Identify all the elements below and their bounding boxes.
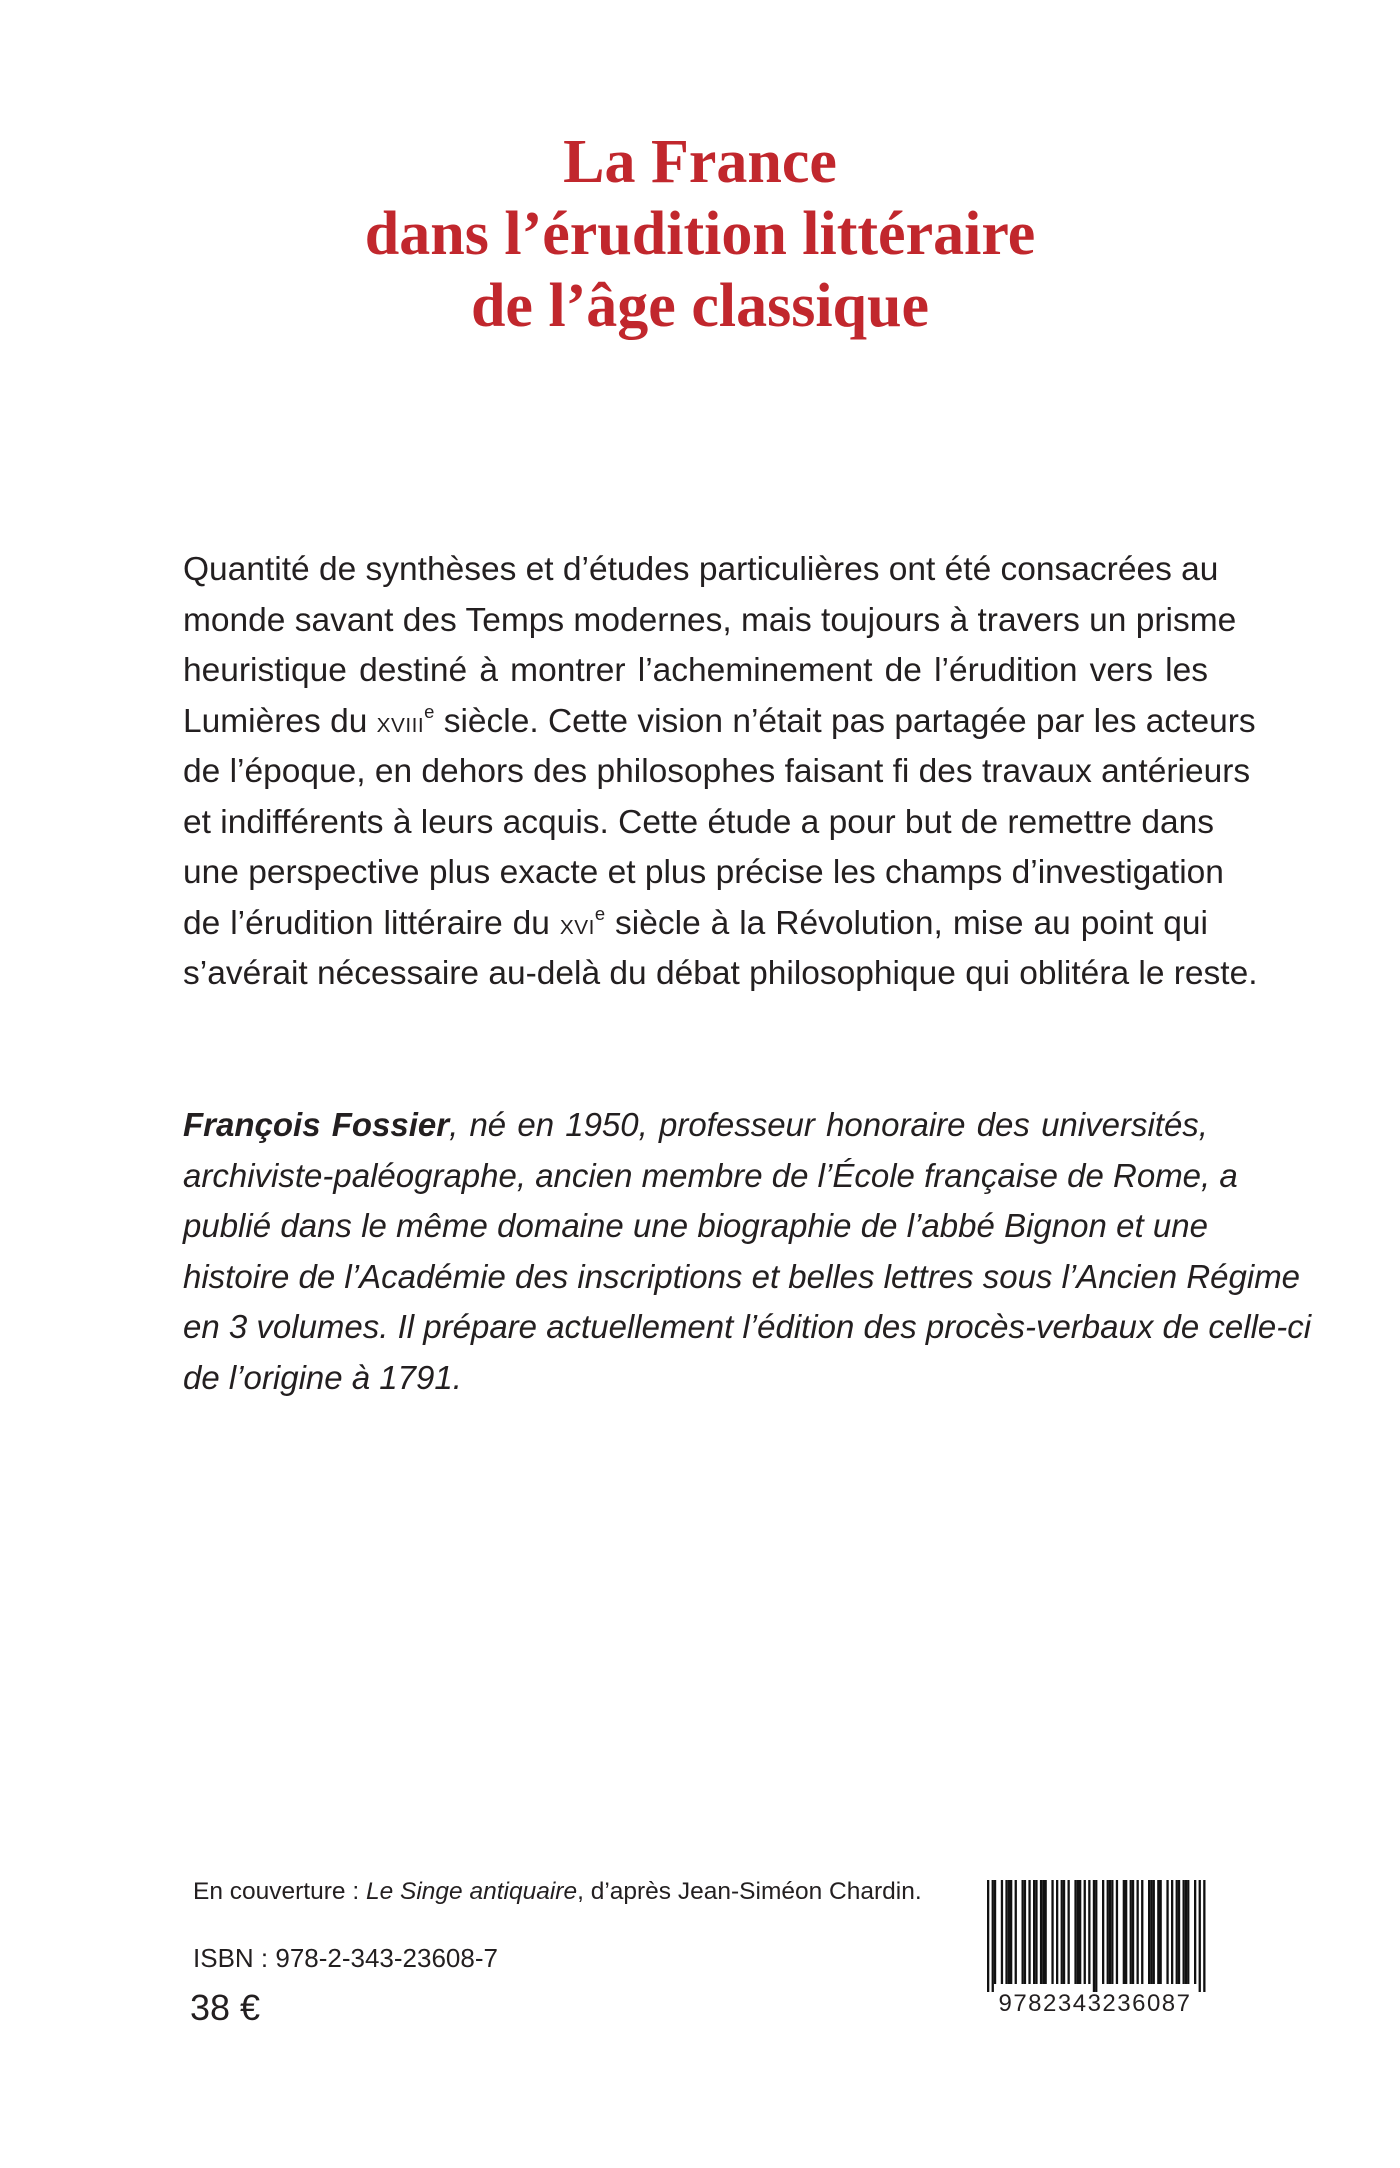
barcode-bar xyxy=(1040,1880,1042,1984)
barcode-bar xyxy=(1123,1880,1125,1984)
barcode-bar xyxy=(1005,1880,1007,1984)
summary-line: Quantité de synthèses et d’études particulières ont été consacrées au xyxy=(183,551,1219,588)
bio-line xyxy=(183,1100,1208,1151)
bio-line: en 3 volumes. Il prépare actuellement l’édition des procès-verbaux de celle-ci xyxy=(183,1308,1312,1345)
summary-line xyxy=(183,697,1256,748)
barcode-bar xyxy=(1176,1880,1178,1984)
barcode-bar xyxy=(1109,1880,1111,1984)
summary-line xyxy=(183,899,1208,950)
barcode-bar xyxy=(1028,1880,1030,1984)
summary-line: une perspective plus exacte et plus précise les champs d’investigation xyxy=(183,854,1224,891)
cover-credit xyxy=(193,1878,922,1906)
barcode-bar xyxy=(1063,1880,1065,1984)
bio-line: de l’origine à 1791. xyxy=(183,1358,462,1396)
barcode-bar xyxy=(1132,1880,1134,1984)
bio-line: histoire de l’Académie des inscriptions et belles lettres sous l’Ancien Régime xyxy=(183,1257,1301,1295)
barcode-bar xyxy=(1001,1880,1003,1984)
barcode-bar xyxy=(1088,1880,1090,1984)
barcode-bar xyxy=(1185,1880,1187,1984)
bio-line: archiviste-paléographe, ancien membre de l’École française de Rome, a xyxy=(183,1156,1238,1194)
century-numeral: XVI xyxy=(559,915,595,939)
book-summary xyxy=(183,545,1258,1000)
barcode-bar xyxy=(1035,1880,1037,1984)
price: 38 € xyxy=(190,1987,261,2028)
summary-text: de l’érudition littéraire du xyxy=(183,904,560,942)
barcode-bar xyxy=(1015,1880,1017,1984)
bio-text: , né en 1950, professeur honoraire des universités, xyxy=(449,1106,1208,1143)
barcode-bar xyxy=(994,1880,996,1984)
barcode-bar xyxy=(1194,1880,1196,1984)
barcode-bar xyxy=(1125,1880,1127,1984)
title-line-1: La France xyxy=(563,128,837,196)
summary-text: siècle. Cette vision n’était pas partagée par les acteurs xyxy=(434,702,1256,740)
barcode-bar xyxy=(1093,1880,1095,1992)
book-title xyxy=(0,126,1400,342)
barcode-bar xyxy=(1008,1880,1010,1984)
summary-line: s’avérait nécessaire au-delà du débat philosophique qui oblitéra le reste. xyxy=(183,955,1258,992)
barcode-bar xyxy=(1074,1880,1076,1984)
barcode-bar xyxy=(1137,1880,1139,1984)
barcode-bar xyxy=(1051,1880,1053,1984)
barcode-bar xyxy=(1077,1880,1079,1984)
summary-line: de l’époque, en dehors des philosophes faisant fi des travaux antérieurs xyxy=(183,753,1251,790)
barcode-bar xyxy=(1056,1880,1058,1984)
summary-line: et indifférents à leurs acquis. Cette étude a pour but de remettre dans xyxy=(183,803,1215,841)
barcode-bar xyxy=(1153,1880,1155,1984)
barcode-bar xyxy=(1111,1880,1113,1984)
barcode-digits: 9782343236087 xyxy=(998,1990,1192,2017)
credit-suffix: , d’après Jean-Siméon Chardin. xyxy=(577,1878,922,1905)
credit-work-title: Le Singe antiquaire xyxy=(365,1878,578,1905)
barcode-bar xyxy=(1079,1880,1081,1984)
author-name: François Fossier xyxy=(183,1106,450,1143)
barcode-bar xyxy=(1157,1880,1159,1984)
barcode-bar xyxy=(1022,1880,1024,1984)
summary-text: siècle à la Révolution, mise au point qui xyxy=(605,904,1209,942)
author-bio xyxy=(183,1100,1312,1403)
barcode-bar xyxy=(1141,1880,1143,1984)
barcode-bar xyxy=(1203,1880,1205,1992)
barcode-bar xyxy=(1042,1880,1044,1984)
barcode-bar xyxy=(987,1880,989,1992)
barcode-bars xyxy=(975,1880,1215,1992)
title-line-2: dans l’érudition littéraire xyxy=(364,200,1036,268)
barcode-bar xyxy=(1187,1880,1189,1984)
century-superscript: e xyxy=(594,902,606,924)
barcode-bar xyxy=(1199,1880,1201,1992)
barcode-bar xyxy=(1061,1880,1063,1984)
century-superscript: e xyxy=(424,700,435,722)
barcode-bar xyxy=(1166,1880,1168,1984)
barcode-bar xyxy=(1116,1880,1118,1984)
bio-line: publié dans le même domaine une biographie de l’abbé Bignon et une xyxy=(183,1207,1208,1244)
barcode-bar xyxy=(1010,1880,1012,1984)
isbn: ISBN : 978-2-343-23608-7 xyxy=(193,1943,498,1973)
credit-prefix: En couverture : xyxy=(193,1878,366,1905)
barcode-bar xyxy=(1102,1880,1104,1984)
barcode-bar xyxy=(1130,1880,1132,1984)
barcode-bar xyxy=(1107,1880,1109,1984)
century-numeral: XVIII xyxy=(376,713,425,737)
barcode-bar xyxy=(1171,1880,1173,1984)
barcode-bar xyxy=(1178,1880,1180,1984)
barcode-icon xyxy=(975,1880,1215,2020)
barcode-bar xyxy=(1045,1880,1047,1984)
summary-line: heuristique destiné à montrer l’acheminement de l’érudition vers les xyxy=(183,652,1208,689)
barcode-bar xyxy=(1150,1880,1152,1984)
summary-text: Lumières du xyxy=(183,702,377,740)
barcode-bar xyxy=(1160,1880,1162,1984)
barcode-bar xyxy=(992,1880,994,1992)
barcode-bar xyxy=(1084,1880,1086,1984)
barcode-bar xyxy=(1068,1880,1070,1984)
barcode-bar xyxy=(1095,1880,1097,1992)
title-line-3: de l’âge classique xyxy=(470,272,930,340)
summary-line: monde savant des Temps modernes, mais toujours à travers un prisme xyxy=(183,601,1237,639)
barcode-bar xyxy=(1183,1880,1185,1984)
barcode-bar xyxy=(1024,1880,1026,1984)
barcode-bar xyxy=(1148,1880,1150,1984)
barcode-bar xyxy=(1033,1880,1035,1984)
